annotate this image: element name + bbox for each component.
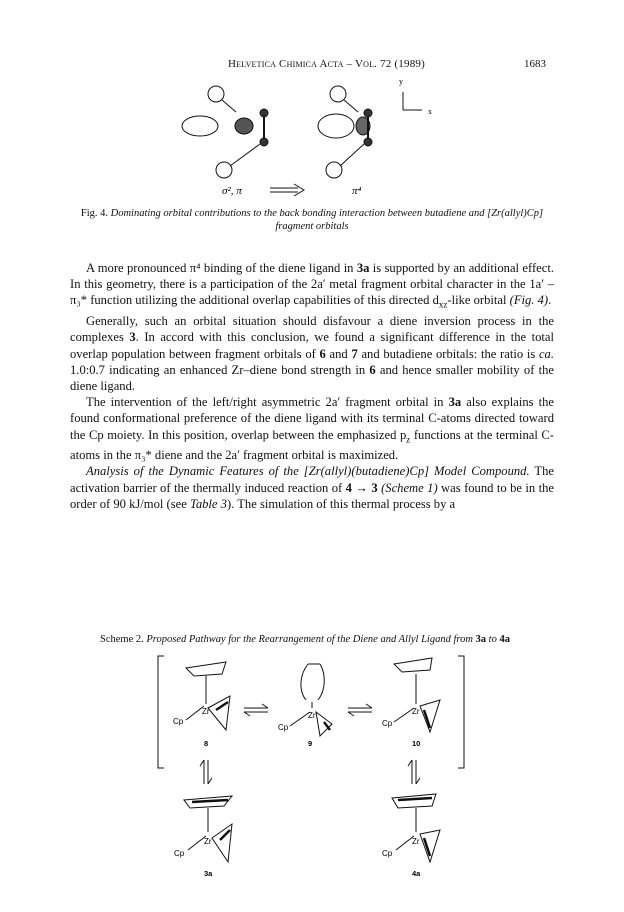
journal-title: Helvetica Chimica Acta – Vol. 72 (1989) (228, 58, 425, 70)
scheme-2-diagram (140, 650, 500, 900)
running-header (0, 58, 624, 74)
scheme-2-caption: Scheme 2. Proposed Pathway for the Rearrangement of the Diene and Allyl Ligand from 3a to 4a (100, 634, 510, 645)
page-number: 1683 (524, 58, 546, 70)
zr-label-8: Zr (202, 707, 210, 716)
zr-label-3a: Zr (204, 837, 212, 846)
zr-label-9: Zr (308, 711, 316, 720)
paragraph-2: Generally, such an orbital situation should disfavour a diene inversion process in the complexes 3. In accord with this conclusion, we found a significant difference in the total overlap population between fragment orbitals of 6 and 7 and butadiene orbitals: the ratio is ca. 1.0:0.7 indicating an enhanced Zr–diene bond strength in 6 and hence smaller mobility of the diene ligand. (70, 314, 554, 393)
compound-label-3a: 3a (204, 869, 213, 878)
orbital-diagram-right (318, 86, 372, 178)
zr-label-10: Zr (412, 707, 420, 716)
structure-9 (290, 664, 332, 736)
cp-label-9: Cp (278, 723, 289, 732)
figure-4-caption-text: Dominating orbital contributions to the back bonding interaction between butadiene and [Zr(allyl)Cp] fragment orbitals (110, 208, 544, 232)
structure-4a (392, 794, 440, 862)
compound-label-4a: 4a (412, 869, 421, 878)
label-sigma-pi: σ², π (222, 185, 242, 197)
lobe-lower-left (216, 162, 232, 178)
orbital-diagram-left (182, 86, 268, 178)
body-text (70, 260, 554, 512)
compound-label-10: 10 (412, 739, 421, 748)
compound-label-9: 9 (308, 739, 313, 748)
axis-x-label: x (428, 107, 432, 116)
structure-3a (184, 796, 232, 862)
equilibrium-arrow-1 (244, 704, 268, 716)
paragraph-1: A more pronounced π⁴ binding of the diene ligand in 3a is supported by an additional effect. In this geometry, there is a participation of the 2a′ metal fragment orbital character in the 1a′ – π₃* function utilizing the additional overlap capabilities of this directed $d_{xz}$-like orbital (Fig. 4). (70, 261, 554, 310)
scheme-2-caption-label: Scheme 2. (100, 634, 144, 645)
lobe-large-left (182, 116, 218, 136)
vertical-arrow-left (200, 760, 212, 784)
label-pi4: π⁴ (352, 185, 362, 197)
cp-label-8: Cp (173, 717, 184, 726)
figure-4-caption-label: Fig. 4. (80, 208, 108, 219)
paragraph-3: The intervention of the left/right asymmetric 2a′ fragment orbital in 3a also explains the found conformational preference of the diene ligand with its terminal C-atoms directed toward the Cp moiety. In this position, overlap between the emphasized $p_z$ functions at the terminal C-atoms in the π₃* diene and the 2a′ fragment orbital is maximized. (70, 395, 554, 463)
vertical-arrow-right (408, 760, 420, 784)
zr-label-4a: Zr (412, 837, 420, 846)
figure-4-orbitals (170, 76, 470, 201)
structure-8 (186, 662, 230, 730)
compound-label-8: 8 (204, 739, 209, 748)
equilibrium-arrow-2 (348, 704, 372, 716)
scheme-2-caption-text: Proposed Pathway for the Rearrangement of the Diene and Allyl Ligand from (146, 634, 476, 645)
arrow-right (270, 184, 304, 196)
lobe-shaded-left (235, 118, 253, 134)
paragraph-4: Analysis of the Dynamic Features of the [Zr(allyl)(butadiene)Cp] Model Compound. The activation barrier of the thermally induced reaction of 4 → 3 (Scheme 1) was found to be in the order of 90 kJ/mol (see Table 3). The simulation of this thermal process by a (70, 464, 554, 511)
structure-10 (394, 658, 440, 732)
cp-label-10: Cp (382, 719, 393, 728)
lobe-upper-left (208, 86, 224, 102)
axes-marker (403, 92, 422, 110)
cp-label-4a: Cp (382, 849, 393, 858)
axis-y-label: y (399, 77, 403, 86)
section-heading: Analysis of the Dynamic Features of the [Zr(allyl)(butadiene)Cp] Model Compound. (86, 464, 530, 479)
cp-label-3a: Cp (174, 849, 185, 858)
figure-4-caption (70, 207, 554, 233)
